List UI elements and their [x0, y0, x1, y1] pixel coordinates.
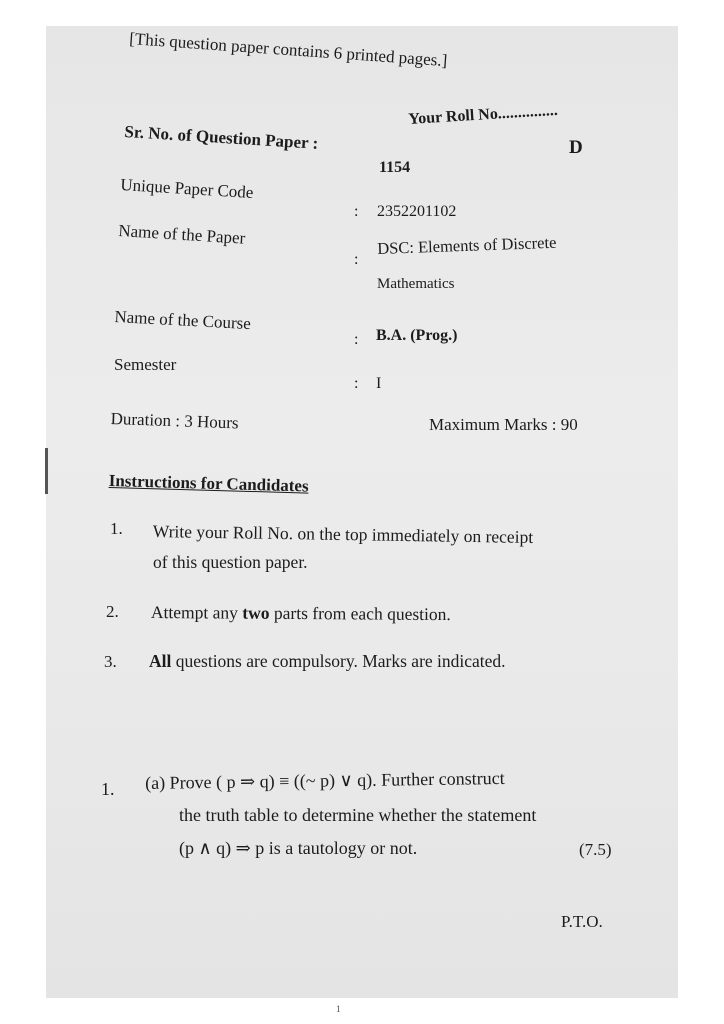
page-count-notice: [This question paper contains 6 printed pages.] [128, 29, 448, 71]
course-value: B.A. (Prog.) [376, 327, 458, 344]
question-1a-line3: (p ∧ q) ⇒ p is a tautology or not. [179, 838, 418, 858]
course-colon: : [354, 331, 359, 348]
paper-code-colon: : [354, 203, 359, 220]
course-label: Name of the Course [114, 307, 252, 334]
paper-name-value-line2: Mathematics [377, 276, 455, 292]
paper-name-value-line1: DSC: Elements of Discrete [376, 232, 557, 258]
instruction-1-number: 1. [110, 519, 123, 538]
semester-value: I [376, 375, 382, 392]
question-paper-page [46, 26, 678, 998]
instruction-2-text: Attempt any two parts from each question. [150, 602, 451, 625]
instruction-2-number: 2. [106, 602, 119, 621]
instructions-heading: Instructions for Candidates [108, 471, 309, 496]
semester-label: Semester [114, 355, 177, 374]
question-1a-line1: (a) Prove ( p ⇒ q) ≡ ((~ p) ∨ q). Further construct [144, 767, 505, 793]
instruction-3-text: All questions are compulsory. Marks are indicated. [149, 651, 506, 671]
please-turn-over: P.T.O. [561, 912, 603, 931]
paper-code-value: 2352201102 [377, 203, 457, 220]
paper-set-code: D [569, 137, 583, 158]
instruction-1-line1: Write your Roll No. on the top immediately on receipt [152, 521, 534, 547]
question-1-number: 1. [101, 779, 115, 799]
instruction-3-number: 3. [104, 652, 117, 671]
roll-number-field: Your Roll No............... [407, 101, 559, 128]
paper-name-label: Name of the Paper [117, 221, 246, 248]
semester-colon: : [354, 375, 359, 392]
instruction-1-line2: of this question paper. [153, 552, 308, 572]
paper-code-label: Unique Paper Code [119, 175, 254, 203]
paper-name-colon: : [354, 251, 359, 268]
page-number: 1 [336, 1004, 341, 1014]
sr-no-label: Sr. No. of Question Paper : [123, 122, 319, 153]
sr-no-value: 1154 [379, 159, 411, 176]
question-1a-line2: the truth table to determine whether the statement [179, 805, 537, 825]
duration: Duration : 3 Hours [110, 409, 239, 433]
question-1a-marks: (7.5) [579, 840, 612, 859]
maximum-marks: Maximum Marks : 90 [429, 415, 578, 434]
scan-edge-mark [45, 448, 48, 494]
